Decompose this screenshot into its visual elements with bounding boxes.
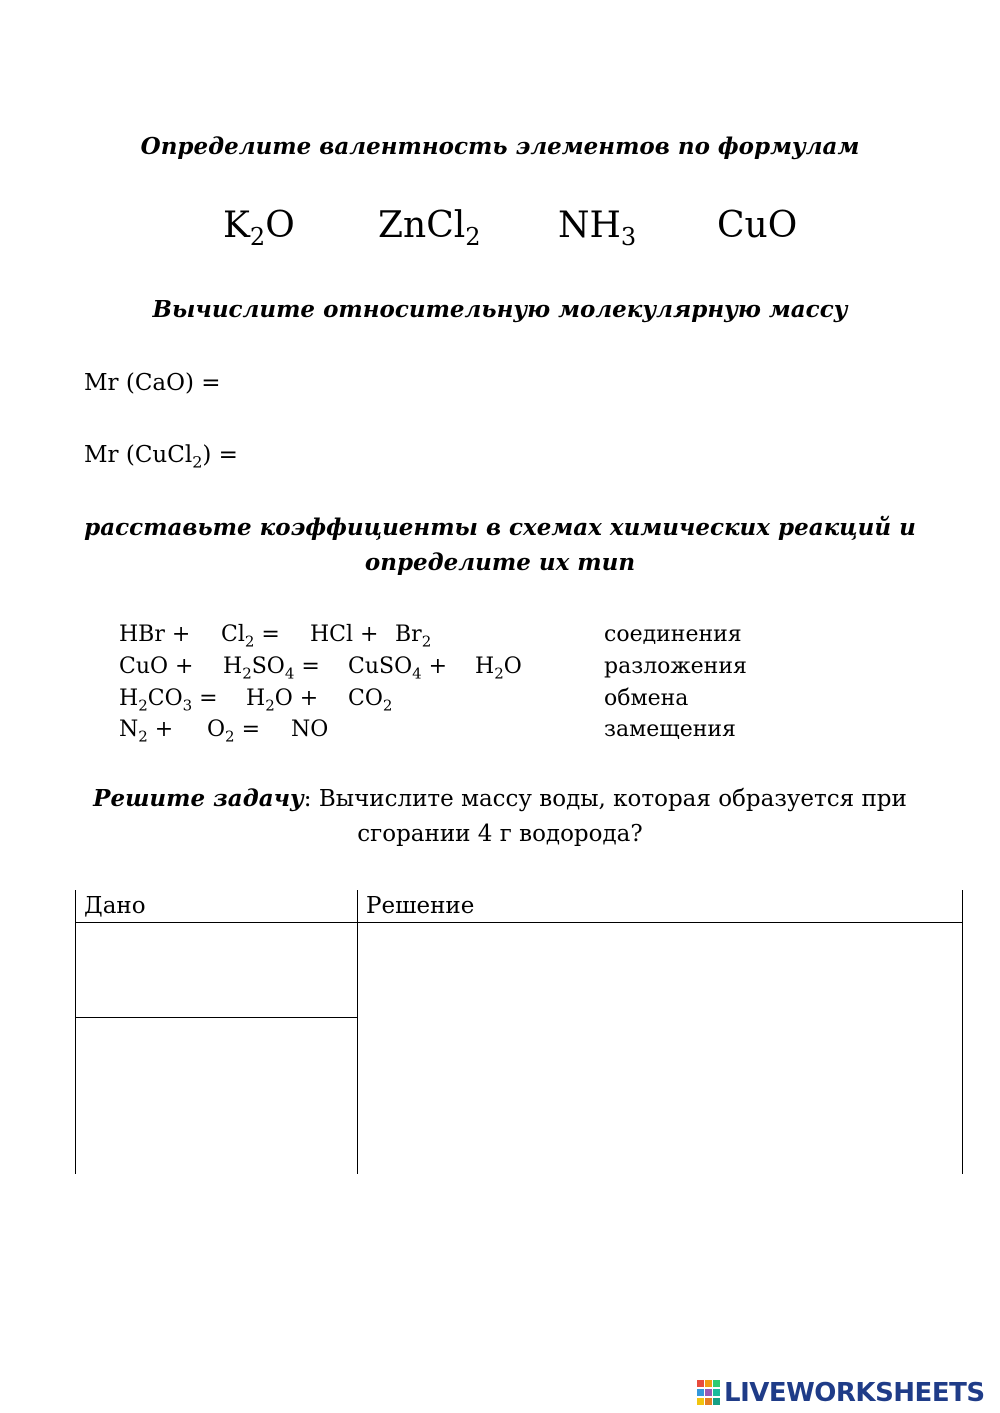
valence-heading: Определите валентность элементов по формулам — [140, 133, 860, 160]
formula-cuo: CuO — [717, 205, 798, 246]
coefficients-heading-line2: определите их тип — [364, 549, 636, 576]
coefficients-heading-line1: расставьте коэффициенты в схемах химических реакций и — [84, 514, 916, 541]
reaction-1-term-1: HBr + — [119, 622, 191, 647]
reaction-type-4: замещения — [604, 717, 736, 742]
reaction-2-term-4: $H_2O$ — [475, 654, 522, 683]
formula-k2o: $K_2O$ — [223, 205, 295, 252]
molar-mass-heading: Вычислите относительную молекулярную массу — [152, 296, 848, 323]
task-label: Решите задачу — [93, 785, 304, 812]
formula-zncl2: ZnCl$_2$ — [378, 205, 481, 252]
logo-text: LIVEWORKSHEETS — [724, 1378, 985, 1408]
liveworksheets-logo — [697, 1378, 997, 1408]
reaction-4-term-3: NO — [291, 717, 329, 742]
reaction-type-1: соединения — [604, 622, 742, 647]
reaction-1-term-4: $Br_2$ — [395, 622, 432, 651]
mr-cao: Mr (CaO) = — [84, 370, 221, 396]
mr-cucl2: Mr (CuCl$_2$) = — [84, 442, 238, 472]
reaction-1-term-3: HCl + — [310, 622, 379, 647]
reaction-2-term-2: $H_2SO_4$ = — [223, 654, 320, 683]
reaction-type-2: разложения — [604, 654, 747, 679]
solution-header: Решение — [366, 893, 475, 919]
reaction-2-term-3: CuSO$_4$ + — [348, 654, 448, 683]
task-line-2: сгорании 4 г водорода? — [357, 821, 643, 847]
reaction-1-term-2: $Cl_2$ = — [221, 622, 280, 651]
given-header: Дано — [84, 893, 146, 919]
reaction-4-term-2: $O_2$ = — [207, 717, 261, 746]
reaction-3-term-2: $H_2O$ + — [246, 686, 319, 715]
task-line-1: Решите задачу: Вычислите массу воды, которая образуется при — [93, 785, 907, 812]
reaction-3-term-1: $H_2CO_3$ = — [119, 686, 218, 715]
reaction-type-3: обмена — [604, 686, 689, 711]
formula-nh3: $NH_3$ — [558, 205, 637, 252]
logo-mark-icon — [697, 1380, 721, 1406]
reaction-3-term-3: $CO_2$ — [348, 686, 393, 715]
reaction-4-term-1: $N_2$ + — [119, 717, 174, 746]
reaction-2-term-1: CuO + — [119, 654, 194, 679]
